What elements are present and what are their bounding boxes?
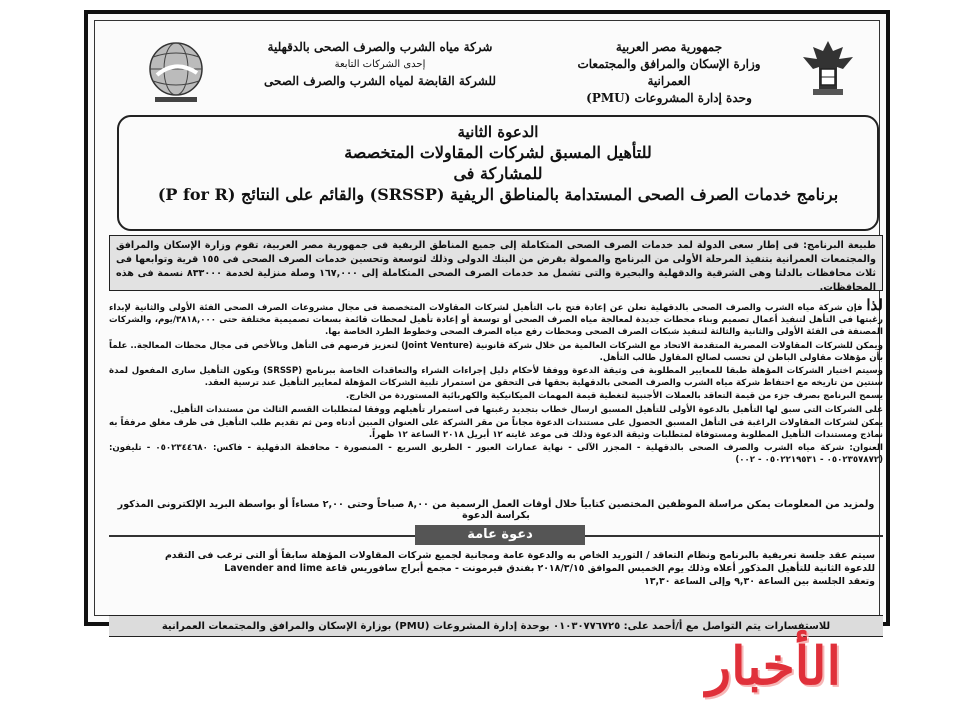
company-name: شركة مياه الشرب والصرف الصحى بالدقهلية <box>267 40 493 54</box>
ministry-name: وزارة الإسكان والمرافق والمجتمعات العمرانية <box>577 57 761 88</box>
invitation-title-box <box>117 115 879 231</box>
ad-inner-border <box>94 20 883 632</box>
body-lead-word: لذا <box>866 296 883 314</box>
general-line-3: وتعقد الجلسة بين الساعة ٩,٣٠ وإلى الساعة ١٣,٣٠ <box>644 576 875 587</box>
title-line-1: الدعوة الثانية <box>457 123 539 141</box>
title-line-2: للتأهيل المسبق لشركات المقاولات المتخصصة <box>344 143 652 162</box>
newspaper-logo: الأخبار <box>706 636 841 697</box>
title-line-4: برنامج خدمات الصرف الصحى المستدامة بالمناطق الريفية (SRSSP) والقائم على النتائج (P for R) <box>157 185 839 204</box>
general-line-1: سيتم عقد جلسة تعريفية بالبرنامج ونظام التعاقد / التوريد الخاص به والدعوة عامة ومجانية لجميع شركات المقاولات المؤهلة سابقاً أو التى ترغب فى التقدم <box>164 550 875 561</box>
program-nature-box: طبيعة البرنامج: فى إطار سعى الدولة لمد خدمات الصرف الصحى المتكاملة إلى جميع المناطق الريفية فى جمهورية مصر العربية، تقوم وزارة الإسكان والمرافق والمجتمعات العمرانية بتنفيذ المرحلة الأولى من البرنامج والممولة بقرض من البنك الدولى وذلك لتوسعة وتحسين خدمات الصرف الصحى فى ١٥٥ قرية وتوابعها فى ثلاث محافظات بالدلتا وهى الشرقية والدقهلية والبحيرة والتى تشمل مد خدمات الصرف الصحى المتكاملة إلى ١٦٧,٠٠٠ وصلة منزلية لخدمة ٨٣٣٠٠٠ نسمة فى هذه المحافظات. <box>109 235 883 291</box>
body-address: العنوان: شركة مياه الشرب والصرف الصحى بالدقهلية - المجزر الآلى - نهاية عمارات العبور - الطريق السريع - المنصورة - محافظة الدقهلية - فاكس: ٠٥٠٢٣٤٤٦٨٠ - تليفون: (٠٥٠٢٣٥٧٨٧٢ - ٠٥٠٢٢١٩٥٣١ - ٠٠٢) <box>109 443 883 466</box>
invitation-body <box>109 296 883 468</box>
body-paragraph-4: يسمح البرنامج بصرف جزء من قيمة التعاقد بالعملات الأجنبية لتغطية قيمة المهمات الميكانيكية والكهربائية المستوردة من الخارج. <box>345 391 883 402</box>
ministry-header <box>554 39 784 107</box>
egypt-eagle-emblem-icon <box>797 37 859 99</box>
general-line-2: للدعوة الثانية للتأهيل المذكور أعلاه وذلك يوم الخميس الموافق ٢٠١٨/٣/١٥ بفندق فيرمونت - مجمع أبراج سافوريس قاعة Lavender and lime <box>224 563 875 574</box>
company-header <box>225 39 535 90</box>
company-affiliation: إحدى الشركات التابعة <box>334 59 426 70</box>
title-line-3: للمشاركة فى <box>453 164 543 183</box>
general-invitation-text <box>117 549 875 588</box>
body-paragraph-1 <box>109 296 883 339</box>
ad-frame <box>84 10 890 632</box>
body-paragraph-2: ويمكن للشركات المقاولات المصرية المتقدمة الاتحاد مع الشركات العالمية من خلال شركة قانونية (Joint Venture) لتعزيز فرصهم فى التأهل وبالأخص فى مجال محطات المعالجة.. علماً بأن مؤهلات مقاولى الباطن لن تحسب لصالح المقاول طالب التأهل. <box>109 340 883 363</box>
company-globe-logo-icon <box>143 39 209 105</box>
body-paragraph-1-text: فإن شركة مياه الشرب والصرف الصحى بالدقهلية تعلن عن إعادة فتح باب التأهيل لشركات المقاولات المتخصصة فى مجال مشروعات الصرف الصحى الفئة الأولى والثانية لإبداء رغبتها فى التأهل لتنفيذ أعمال تصميم وبناء محطات جديدة لمعالجة مياه الصرف الصحى أو توسعة أو إعادة تأهيل لمحطات قائمة بسعات تصميمية مختلفة حتى ٣٨١٨,٠٠٠/يوم، والشركات المصنفة فى الفئة الأولى والثانية والثالثة لتنفيذ شبكات الصرف الصحى ومحطات رفع مياه الصرف الصحى وخطوط الطرد الخاصة بها. <box>109 303 883 338</box>
body-paragraph-3: وسيتم اختيار الشركات المؤهلة طبقا للمعايير المطلوبة فى وثيقة الدعوة ووفقا لأحكام دليل إجراءات الشراء والتعاقدات الخاصة ببرنامج (SRSSP) ويكون التأهيل سارى المفعول لمدة سنتين من تاريخه مع احتفاظ شركة مياه الشرب والصرف الصحى بالدقهلية بحقها فى التحقق من استمرار تلبية الشركات المؤهلة لمعايير التأهيل عند ترسية العقد. <box>109 366 883 389</box>
country-name: جمهورية مصر العربية <box>615 40 723 54</box>
holding-company-name: للشركة القابضة لمياه الشرب والصرف الصحى <box>263 74 497 88</box>
body-paragraph-5: على الشركات التى سبق لها التأهيل بالدعوة الأولى للتأهيل المسبق ارسال خطاب بتجديد رغبتها فى استمرار تأهيلهم ووفقا لمتطلبات القسم الثالث من مستندات التأهيل. <box>169 404 883 415</box>
pmu-unit-name: وحدة إدارة المشروعات (PMU) <box>586 91 752 105</box>
inquiry-line: ولمزيد من المعلومات يمكن مراسلة الموظفين المختصين كتابياً خلال أوقات العمل الرسمية من ٨,٠٠ صباحاً وحتى ٢,٠٠ مساءاً أو بواسطة البريد الإلكترونى المذكور بكراسة الدعوة <box>117 499 875 521</box>
general-invitation-label: دعوة عامة <box>415 525 585 545</box>
contact-footer: للاستفسارات يتم التواصل مع أ/أحمد على: ٠١٠٣٠٧٧٦٧٢٥ بوحدة إدارة المشروعات (PMU) بوزارة الإسكان والمرافق والمجتمعات العمرانية <box>109 615 883 637</box>
body-paragraph-6: يمكن لشركات المقاولات الراغبة فى التأهل المسبق الحصول على مستندات الدعوة مجاناً من مقر الشركة على العنوان المبين أدناه ومن ثم تقديم طلب التأهيل فى ظرف مغلق مرفقاً به نماذج ومستندات التأهيل المطلوبة ومستوفاة لمتطلبات وثيقة الدعوة وذلك فى موعد غايته ١٢ أبريل ٢٠١٨ الساعة ١٢ ظهراً. <box>109 417 883 441</box>
